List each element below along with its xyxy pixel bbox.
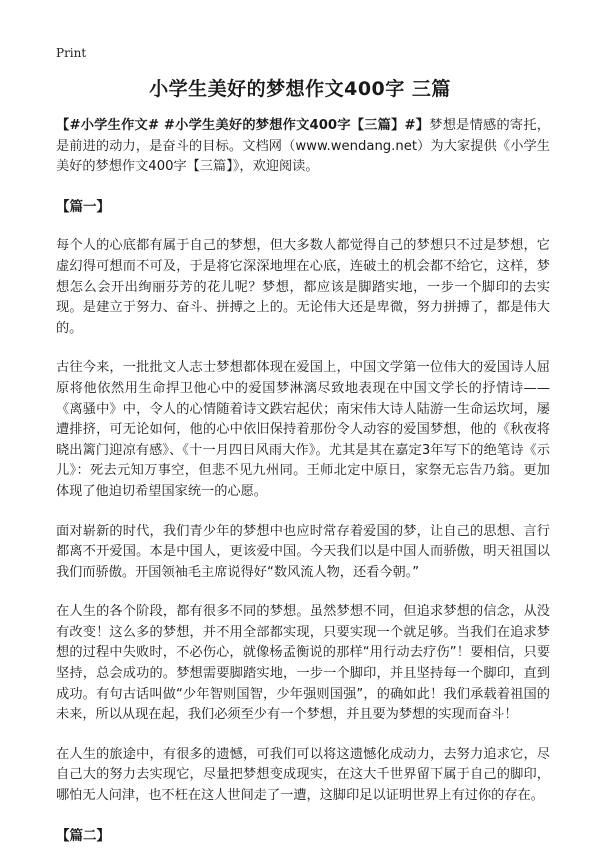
intro-tag: 【#小学生作文# #小学生美好的梦想作文400字【三篇】#】 bbox=[56, 118, 430, 133]
intro-paragraph bbox=[56, 116, 550, 178]
intro-text: 梦想是情感的寄托，是前进的动力，是奋斗的目标。文档网（www.wendang.net）为大家提供《小学生美好的梦想作文400字【三篇】》，欢迎阅读。 bbox=[56, 118, 550, 175]
paragraph: 在人生的各个阶段，都有很多不同的梦想。虽然梦想不同，但追求梦想的信念，从没有改变！这么多的梦想，并不用全部都实现，只要实现一个就足够。当我们在追求梦想的过程中失败时，不必伤心，就像杨孟衡说的那样“用行动去疗伤”！要相信，只要坚持，总会成功的。梦想需要脚踏实地，一步一个脚印，并且坚持每一个脚印，直到成功。有句古话叫做“少年智则国智，少年强则国强”，的确如此！我们承载着祖国的未来，所以从现在起，我们必须至少有一个梦想，并且要为梦想的实现而奋斗！ bbox=[56, 604, 550, 723]
paragraph: 面对崭新的时代，我们青少年的梦想中也应时常存着爱国的梦，让自己的思想、言行都离不开爱国。本是中国人，更该爱中国。今天我们以是中国人而骄傲，明天祖国以我们而骄傲。开国领袖毛主席说得好“数风流人物，还看今朝。” bbox=[56, 523, 550, 580]
page-title: 小学生美好的梦想作文400字 三篇 bbox=[149, 78, 451, 100]
section-heading-1: 【篇一】 bbox=[56, 198, 110, 215]
paragraph: 每个人的心底都有属于自己的梦想，但大多数人都觉得自己的梦想只不过是梦想，它虚幻得可想而不可及，于是将它深深地埋在心底，连破土的机会都不给它，这样，梦想怎么会开出绚丽芬芳的花儿呢？梦想，都应该是脚踏实地，一步一个脚印的去实现。是建立于努力、奋斗、拼搏之上的。无论伟大还是卑微，努力拼搏了，都是伟大的。 bbox=[56, 238, 550, 336]
paragraph: 在人生的旅途中，有很多的遗憾，可我们可以将这遗憾化成动力，去努力追求它，尽自己大的努力去实现它，尽量把梦想变成现实，在这大千世界留下属于自己的脚印，哪怕无人问津，也不枉在这人世间走了一遭，这脚印足以证明世界上有过你的存在。 bbox=[56, 746, 550, 804]
paragraph: 古往今来，一批批文人志士梦想都体现在爱国上，中国文学第一位伟大的爱国诗人屈原将他依然用生命捍卫他心中的爱国梦淋漓尽致地表现在中国文学长的抒情诗——《离骚中》中，令人的心情随着诗文跌宕起伏；南宋伟大诗人陆游一生命运坎坷，屡遭排挤，可无论如何，他的心中依旧保持着那份令人动容的爱国梦想，他的《秋夜将晓出篱门迎凉有感》、《十一月四日风雨大作》。尤其是其在嘉定3年写下的绝笔诗《示儿》：死去元知万事空，但悲不见九州同。王师北定中原日，家祭无忘告乃翁。更加体现了他迫切希望国家统一的心愿。 bbox=[56, 360, 550, 499]
print-label: Print bbox=[56, 46, 87, 60]
article-body bbox=[56, 116, 550, 865]
section-heading-2: 【篇二】 bbox=[56, 827, 110, 844]
